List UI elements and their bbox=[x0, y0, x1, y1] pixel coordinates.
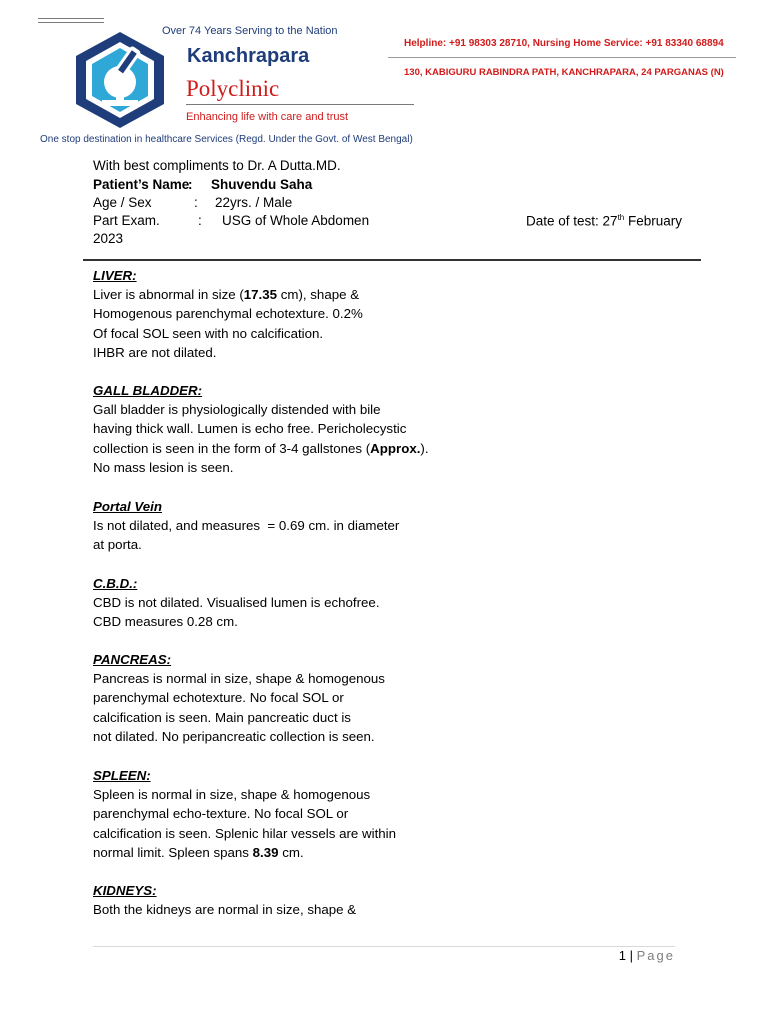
age-sex-colon: : bbox=[194, 195, 198, 210]
patient-info-divider bbox=[83, 259, 701, 261]
liver-line: Of focal SOL seen with no calcification. bbox=[93, 325, 324, 341]
part-exam-colon: : bbox=[198, 213, 202, 228]
spleen-text: normal limit. Spleen spans bbox=[93, 844, 253, 860]
gall-bladder-approx: Approx. bbox=[370, 440, 421, 456]
gall-bladder-line: No mass lesion is seen. bbox=[93, 459, 234, 475]
header-decor-line bbox=[38, 18, 104, 19]
date-year: 2023 bbox=[93, 231, 124, 246]
cbd-line: CBD measures 0.28 cm. bbox=[93, 614, 238, 630]
gall-bladder-line: Gall bladder is physiologically distended with bile bbox=[93, 402, 381, 418]
kidneys-heading: KIDNEYS: bbox=[93, 883, 157, 898]
gall-bladder-section bbox=[93, 381, 693, 477]
patient-name-label: Patient’s Name bbox=[93, 177, 190, 192]
cbd-section bbox=[93, 574, 693, 632]
date-of-test bbox=[526, 213, 682, 229]
pancreas-heading: PANCREAS: bbox=[93, 652, 172, 667]
spleen-line: calcification is seen. Splenic hilar vessels are within bbox=[93, 825, 397, 841]
date-suffix-ordinal: th bbox=[617, 213, 625, 222]
portal-vein-line: at porta. bbox=[93, 537, 142, 553]
spleen-line: parenchymal echo-texture. No focal SOL or bbox=[93, 806, 349, 822]
compliments-line: With best compliments to Dr. A Dutta.MD. bbox=[93, 158, 341, 173]
part-exam-label: Part Exam. bbox=[93, 213, 160, 228]
liver-section bbox=[93, 266, 693, 362]
pancreas-section bbox=[93, 650, 693, 746]
header-helpline: Helpline: +91 98303 28710, Nursing Home Service: +91 83340 68894 bbox=[404, 38, 724, 49]
part-exam-value: USG of Whole Abdomen bbox=[222, 213, 370, 228]
page-footer bbox=[619, 948, 675, 963]
spleen-span-value: 8.39 bbox=[252, 844, 279, 860]
age-sex-label: Age / Sex bbox=[93, 195, 152, 210]
header-right-divider bbox=[388, 57, 736, 58]
spleen-heading: SPLEEN: bbox=[93, 768, 151, 783]
kidneys-line: Both the kidneys are normal in size, shape & bbox=[93, 902, 357, 918]
pancreas-line: parenchymal echotexture. No focal SOL or bbox=[93, 690, 344, 706]
pancreas-line: not dilated. No peripancreatic collection is seen. bbox=[93, 728, 375, 744]
date-month: February bbox=[624, 213, 683, 229]
header-divider bbox=[186, 104, 414, 105]
cbd-heading: C.B.D.: bbox=[93, 576, 138, 591]
spleen-section bbox=[93, 766, 693, 862]
brand-name-line1: Kanchrapara bbox=[187, 45, 310, 67]
footer-divider bbox=[93, 946, 675, 947]
liver-line: IHBR are not dilated. bbox=[93, 344, 217, 360]
header-decor-line bbox=[38, 22, 104, 23]
date-prefix: Date of test: 27 bbox=[526, 213, 618, 229]
spleen-line bbox=[93, 843, 693, 862]
liver-heading: LIVER: bbox=[93, 268, 137, 283]
liver-text: cm), shape & bbox=[277, 287, 360, 303]
patient-name-value: Shuvendu Saha bbox=[211, 177, 313, 192]
pancreas-line: calcification is seen. Main pancreatic duct is bbox=[93, 709, 351, 725]
cbd-line: CBD is not dilated. Visualised lumen is echofree. bbox=[93, 595, 380, 611]
liver-line bbox=[93, 285, 693, 304]
gall-bladder-text: collection is seen in the form of 3-4 gallstones ( bbox=[93, 440, 371, 456]
page-number: 1 bbox=[618, 948, 626, 963]
liver-line: Homogenous parenchymal echotexture. 0.2% bbox=[93, 306, 363, 322]
patient-name-colon: : bbox=[188, 177, 193, 192]
header-tagline: Over 74 Years Serving to the Nation bbox=[162, 25, 338, 37]
spleen-line: Spleen is normal in size, shape & homogenous bbox=[93, 787, 371, 803]
microscope-hexagon-logo bbox=[68, 28, 172, 132]
gall-bladder-text: ). bbox=[420, 440, 429, 456]
pancreas-line: Pancreas is normal in size, shape & homogenous bbox=[93, 671, 385, 687]
portal-vein-heading: Portal Vein bbox=[93, 499, 162, 514]
portal-vein-line: Is not dilated, and measures = 0.69 cm. in diameter bbox=[93, 518, 400, 534]
gall-bladder-heading: GALL BLADDER: bbox=[93, 383, 203, 398]
header-one-stop: One stop destination in healthcare Services (Regd. Under the Govt. of West Bengal) bbox=[40, 134, 413, 145]
page-label: Page bbox=[636, 948, 675, 963]
age-sex-value: 22yrs. / Male bbox=[215, 195, 293, 210]
page-separator: | bbox=[629, 948, 633, 963]
kidneys-section bbox=[93, 881, 693, 919]
spleen-text: cm. bbox=[278, 844, 304, 860]
liver-size-value: 17.35 bbox=[243, 287, 278, 303]
liver-text: Liver is abnormal in size ( bbox=[93, 287, 244, 303]
header-slogan: Enhancing life with care and trust bbox=[186, 111, 349, 123]
portal-vein-section bbox=[93, 497, 693, 555]
gall-bladder-line bbox=[93, 439, 693, 458]
header-address: 130, KABIGURU RABINDRA PATH, KANCHRAPARA, 24 PARGANAS (N) bbox=[404, 67, 724, 78]
brand-name-line2: Polyclinic bbox=[186, 76, 280, 101]
gall-bladder-line: having thick wall. Lumen is echo free. Pericholecystic bbox=[93, 421, 407, 437]
